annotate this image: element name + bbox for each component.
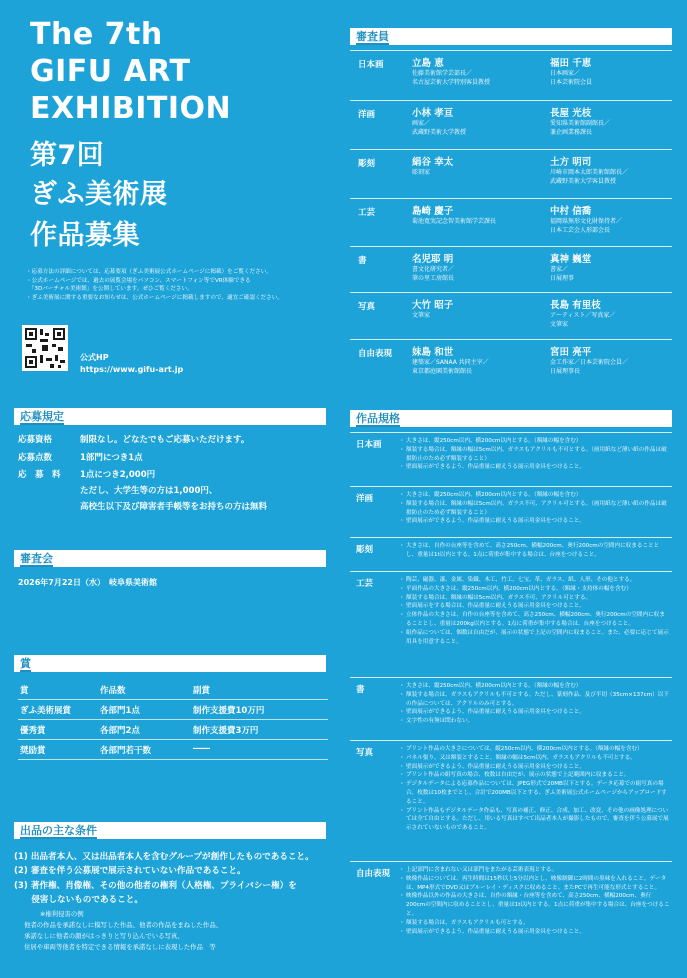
jury-title: 日本画家／ (550, 70, 581, 77)
spec-category: 写真 (356, 748, 374, 758)
jury-section (350, 30, 672, 388)
jury-person (550, 107, 610, 137)
note-line: ・ぎふ美術展に関する重要なお知らせは、公式ホームページに掲載しますので、適宜ご確認ください。 (26, 294, 283, 301)
awards-col-count: 作品数 (100, 686, 126, 696)
spec-category: 工芸 (356, 579, 374, 589)
spec-list (400, 866, 670, 936)
condition-note: 他者の作品を承諾なしに模写した作品、他者の作品をまねした作品、 (24, 921, 223, 930)
spec-category: 自由表現 (356, 869, 391, 879)
note-line: ・応募方法の詳細については、応募要項（ぎふ美術展公式ホームページに掲載）をご覧ください。 (26, 269, 272, 275)
jury-name: 立島 恵 (412, 58, 444, 69)
spec-item: ・ 額装する場合は、額縁の幅は5cm以内、ガラス不可、アクリル可とする。 (400, 594, 670, 603)
condition-item: 侵害しないものであること。 (14, 894, 143, 905)
condition-item: (1) 出品者本人、又は出品者本人を含むグループが創作したものであること。 (14, 852, 314, 862)
spec-item: ・ 額装する場合は、額縁の幅は5cm以内、ガラスもアクリルも不可とする。（画用紙など薄い紙の作品は破損防止のため必ず額装すること） (400, 446, 670, 464)
jury-title: 書文化研究者／ (412, 266, 455, 273)
jury-row (350, 246, 672, 292)
jury-name: 中村 信喬 (550, 206, 592, 217)
jury-person (550, 346, 628, 376)
official-site-url[interactable]: https://www.gifu-art.jp (80, 365, 184, 374)
jury-title: 愛知県美術館副館長／ (550, 120, 611, 127)
awards-heading: 賞 (14, 655, 326, 672)
jury-title: 日展理事長 (550, 367, 581, 375)
award-prize: ―― (193, 744, 210, 754)
fee-note: 高校生以下及び障害者手帳等をお持ちの方は無料 (80, 502, 268, 512)
jury-row (350, 292, 672, 339)
award-prize: 制作支援費10万円 (193, 706, 265, 716)
official-site (80, 352, 183, 376)
spec-item: ・ 平面作品の大きさは、縦250cm以内、横200cm以内とする。（額縁・支持体の幅を含む） (400, 585, 670, 594)
title-jp-line3: 作品募集 (30, 220, 140, 251)
jury-person (412, 299, 453, 321)
jury-title: 兼企画業務課長 (550, 128, 593, 136)
jury-title: 菊池寛実記念智美術館学芸課長 (412, 218, 497, 225)
spec-item: ・ 壁面展示ができるよう、作品重量に耐えうる展示用金具をつけること。 (400, 763, 670, 772)
official-site-label: 公式HP (80, 353, 109, 362)
table-row (18, 720, 328, 740)
spec-item: ・ 壁面展示ができるよう、作品重量に耐えうる展示用金具をつけること。 (400, 708, 670, 717)
jury-title: 彫刻家 (412, 169, 431, 176)
eligibility-value: 制限なし。どなたでもご応募いただけます。 (80, 435, 250, 445)
spec-list (400, 745, 670, 833)
jury-row (350, 339, 672, 388)
note-line: ・公式ホームページでは、過去の展覧会場をパソコン、スマートフォン等でVR体験できる (26, 277, 251, 284)
jury-name: 宮田 亮平 (550, 347, 592, 358)
spec-item: ・ 文字性の有無は問わない。 (400, 717, 670, 726)
conditions-list (14, 850, 334, 953)
spec-list (400, 682, 670, 726)
title-en-line1: The 7th (30, 17, 163, 52)
review-heading: 審査会 (14, 550, 326, 567)
jury-title: 福岡県無形文化財保持者／ (550, 218, 623, 225)
jury-person (412, 156, 453, 178)
jury-person (412, 253, 454, 283)
award-prize: 制作支援費3万円 (193, 726, 259, 736)
spec-row (350, 432, 672, 486)
spec-row (350, 677, 672, 740)
spec-item: ・ 組作品については、個数は自由だが、展示の状態で上記の空間内に収まること。また、必要に応じて展示用具を用意すること。 (400, 629, 670, 647)
jury-category: 書 (358, 256, 367, 266)
eligibility-label: 応募資格 (18, 435, 53, 445)
notes (26, 268, 326, 302)
fee-label: 応 募 料 (18, 470, 61, 480)
jury-name: 長屋 光枝 (550, 108, 592, 119)
spec-item: ・ パネル張り、又は額装とすること。額縁の幅は5cm以内、ガラスもアクリルも不可とする。 (400, 754, 670, 763)
jury-category: 彫刻 (358, 159, 376, 169)
title-jp-line2: ぎふ美術展 (30, 179, 168, 210)
spec-row (350, 740, 672, 861)
spec-row (350, 537, 672, 571)
jury-heading: 審査員 (350, 28, 672, 45)
condition-note-title: ※権利侵害の例 (40, 910, 84, 919)
awards-header-row (18, 680, 328, 700)
jury-person (550, 57, 592, 87)
jury-title: 日展理事 (550, 274, 575, 282)
conditions-heading: 出品の主な条件 (14, 822, 326, 839)
jury-category: 洋画 (358, 110, 376, 120)
spec-list (400, 437, 670, 472)
award-name: 優秀賞 (20, 726, 46, 736)
specs-section (350, 432, 672, 978)
jury-row (350, 198, 672, 246)
jury-row (350, 50, 672, 100)
spec-category: 書 (356, 685, 365, 695)
jury-name: 島崎 慶子 (412, 206, 454, 217)
spec-item: ・ 壁面展示ができるよう、作品重量に耐えうる展示用金具をつけること。 (400, 463, 670, 472)
spec-item: ・ 壁面展示をする場合は、作品重量に耐えうる展示用金具をつけること。 (400, 602, 670, 611)
spec-item: ・ プリント作品もデジタルデータ作品も、写真の補正、修正、合成、加工、改変、その他の画像処理については全て自由とする。ただし、用いる写真はすべて出品者本人が撮影したもので、審査を伴う公募展で展示されていないものであること。 (400, 807, 670, 833)
spec-row (350, 861, 672, 978)
spec-row (350, 486, 672, 537)
award-count: 各部門1点 (100, 706, 140, 716)
spec-item: ・ 映像作品以外の作品の大きさは、自作の額縁・台座等を含めて、高さ250cm、横幅200cm、奥行200cmの空間内に収めることとし、重量は1t以内とする。1点に荷重が集中する場合は、台座をつけること。 (400, 892, 670, 918)
spec-category: 彫刻 (356, 545, 374, 555)
award-name: ぎふ美術展賞 (20, 706, 72, 716)
jury-name: 大竹 昭子 (412, 300, 454, 311)
specs-heading: 作品規格 (350, 410, 672, 427)
awards-table (18, 680, 328, 760)
review-date: 2026年7月22日（水） 岐阜県美術館 (18, 578, 157, 587)
jury-category: 工芸 (358, 208, 376, 218)
spec-item: ・ 陶芸、磁器、漆、金属、染織、木工、竹工、七宝、革、ガラス、紙、人形、その他とする。 (400, 576, 670, 585)
jury-name: 妹島 和世 (412, 347, 454, 358)
jury-name: 土方 明司 (550, 157, 592, 168)
jury-title: 筆の里工房館長 (412, 274, 455, 282)
award-count: 各部門若干数 (100, 746, 152, 756)
rules-heading: 応募規定 (14, 408, 326, 425)
jury-title: 武蔵野美術大学客員教授 (550, 177, 617, 185)
jury-category: 自由表現 (358, 349, 393, 359)
condition-item: (2) 審査を伴う公募展で展示されていない作品であること。 (14, 866, 246, 877)
spec-list (400, 576, 670, 646)
jury-name: 名児耶 明 (412, 254, 454, 265)
jury-title: 川崎市岡本太郎美術館館長／ (550, 169, 629, 176)
award-name: 奨励賞 (20, 746, 46, 756)
jury-category: 日本画 (358, 60, 384, 70)
jury-title: 武蔵野美術大学教授 (412, 128, 467, 136)
jury-person (550, 205, 622, 235)
awards-col-prize: 副賞 (193, 686, 211, 696)
jury-title: 金工作家／日本芸術院会員／ (550, 359, 629, 366)
spec-row (350, 571, 672, 677)
spec-list (400, 491, 670, 526)
jury-title: 建築家／SANAA 共同主宰／ (412, 359, 489, 366)
jury-category: 写真 (358, 302, 376, 312)
count-value: 1部門につき1点 (80, 453, 143, 463)
spec-item: ・ 壁面展示ができるよう、作品重量に耐えうる展示用金具をつけること。 (400, 928, 670, 937)
jury-title: 名古屋芸術大学特別客員教授 (412, 78, 491, 86)
jury-title: 東京都庭園美術館館長 (412, 367, 473, 375)
spec-item: ・ プリント作品の組写真の場合、枚数は自由だが、展示の状態で上記範囲内に収まること。 (400, 771, 670, 780)
spec-item: ・ 立体作品の大きさは、自作の台座等を含めて、高さ250cm、横幅200cm、奥行200cmの空間内に収まることとし、重量は200kg以内とする。1点に荷重が集中する場合は、台座をつけること。 (400, 611, 670, 629)
jury-row (350, 149, 672, 198)
jury-title: 書家／ (550, 266, 569, 273)
fee-value: 1点につき2,000円 (80, 470, 156, 480)
condition-note: 承諾なしに他者の顔がはっきりと写り込んでいる写真、 (24, 932, 184, 941)
jury-row (350, 100, 672, 149)
table-row (18, 740, 328, 760)
award-count: 各部門2点 (100, 726, 140, 736)
table-row (18, 700, 328, 720)
spec-item: ・ 額装する場合は、額縁の幅は5cm以内、ガラス不可、アクリル可とする。（画用紙など薄い紙の作品は破損防止のため必ず額装すること） (400, 500, 670, 518)
jury-title: アーティスト／写真家／ (550, 312, 616, 319)
spec-category: 日本画 (356, 440, 382, 450)
jury-person (550, 299, 615, 329)
jury-name: 福田 千恵 (550, 58, 592, 69)
spec-item: ・ 壁面展示ができるよう、作品重量に耐えうる展示用金具をつけること。 (400, 517, 670, 526)
spec-category: 洋画 (356, 494, 374, 504)
jury-name: 真神 巍堂 (550, 254, 592, 265)
jury-title: 画家／ (412, 120, 431, 127)
jury-person (550, 253, 591, 283)
jury-title: 文筆家 (550, 320, 569, 328)
spec-item: ・ 大きさは、自作の台座等を含めて、高さ250cm、横幅200cm、奥行200cmの空間内に収まることとし、重量は1t以内とする。1点に荷重が集中する場合は、台座をつけること。 (400, 542, 670, 560)
jury-person (412, 57, 490, 87)
jury-name: 絹谷 幸太 (412, 157, 454, 168)
jury-person (412, 205, 496, 227)
condition-item: (3) 著作権、肖像権、その他の他者の権利（人格権、プライバシー権）を (14, 880, 297, 891)
title-en-line2: GIFU ART (30, 54, 191, 89)
spec-list (400, 542, 670, 560)
spec-item: ・ デジタルデータによる応募作品については、JPEG形式で20MB以下とする。データ応募での組写真の場合、枚数は10枚までとし、合計で200MB以下とする。ぎふ美術展公式ホームページからアップロードすること。 (400, 780, 670, 806)
count-label: 応募点数 (18, 453, 53, 463)
spec-item: ・ 額装する場合は、ガラスもアクリルも不可とする。ただし、篆刻作品、及び半切（35cm×137cm）以下の作品については、アクリルのみ可とする。 (400, 691, 670, 709)
title-jp-line1: 第7回 (30, 140, 105, 171)
qr-code-icon[interactable] (22, 325, 68, 371)
spec-item: ・ 額装する場合は、ガラスもアクリルも可とする。 (400, 919, 670, 928)
jury-name: 小林 孝亘 (412, 108, 454, 119)
spec-item: ・ 大きさは、縦250cm以内、横200cm以内とする。（額縁の幅を含む） (400, 491, 670, 500)
jury-person (550, 156, 628, 186)
fee-note: ただし、大学生等の方は1,000円、 (80, 486, 218, 496)
spec-item: ・ 映像作品については、再生時間は15秒以上5分以内とし、映像制御に2時間の黒味を入れること。データは、MP4形式でDVD又はブルーレイ・ディスクに収めること。またPCで再生可能な形式とすること。 (400, 875, 670, 893)
jury-title: 日本芸術院会員 (550, 78, 593, 86)
note-line: 「3Dバーチャル美術館」を公開しています。ぜひご覧ください。 (26, 286, 193, 293)
spec-item: ・ 上記部門に含まれない又は部門をまたがる芸術表現とする。 (400, 866, 670, 875)
jury-title: 日本工芸会人形部会長 (550, 226, 611, 234)
jury-title: 佐藤美術館学芸部長／ (412, 70, 473, 77)
title-en-line3: EXHIBITION (30, 91, 232, 126)
jury-title: 文筆家 (412, 312, 431, 319)
jury-name: 長島 有里枝 (550, 300, 601, 311)
jury-person (412, 346, 489, 376)
spec-item: ・ 大きさは、縦250cm以内、横200cm以内とする。（額縁の幅を含む） (400, 437, 670, 446)
spec-item: ・ 大きさは、縦250cm以内、横200cm以内とする。（額縁の幅を含む） (400, 682, 670, 691)
awards-col-name: 賞 (20, 686, 29, 696)
spec-item: ・ プリント作品の大きさについては、縦250cm以内、横200cm以内とする。（額縁の幅を含む） (400, 745, 670, 754)
jury-person (412, 107, 466, 137)
condition-note: 住居や車両等他者を特定できる情報を承諾なしに表現した作品 等 (24, 943, 216, 952)
